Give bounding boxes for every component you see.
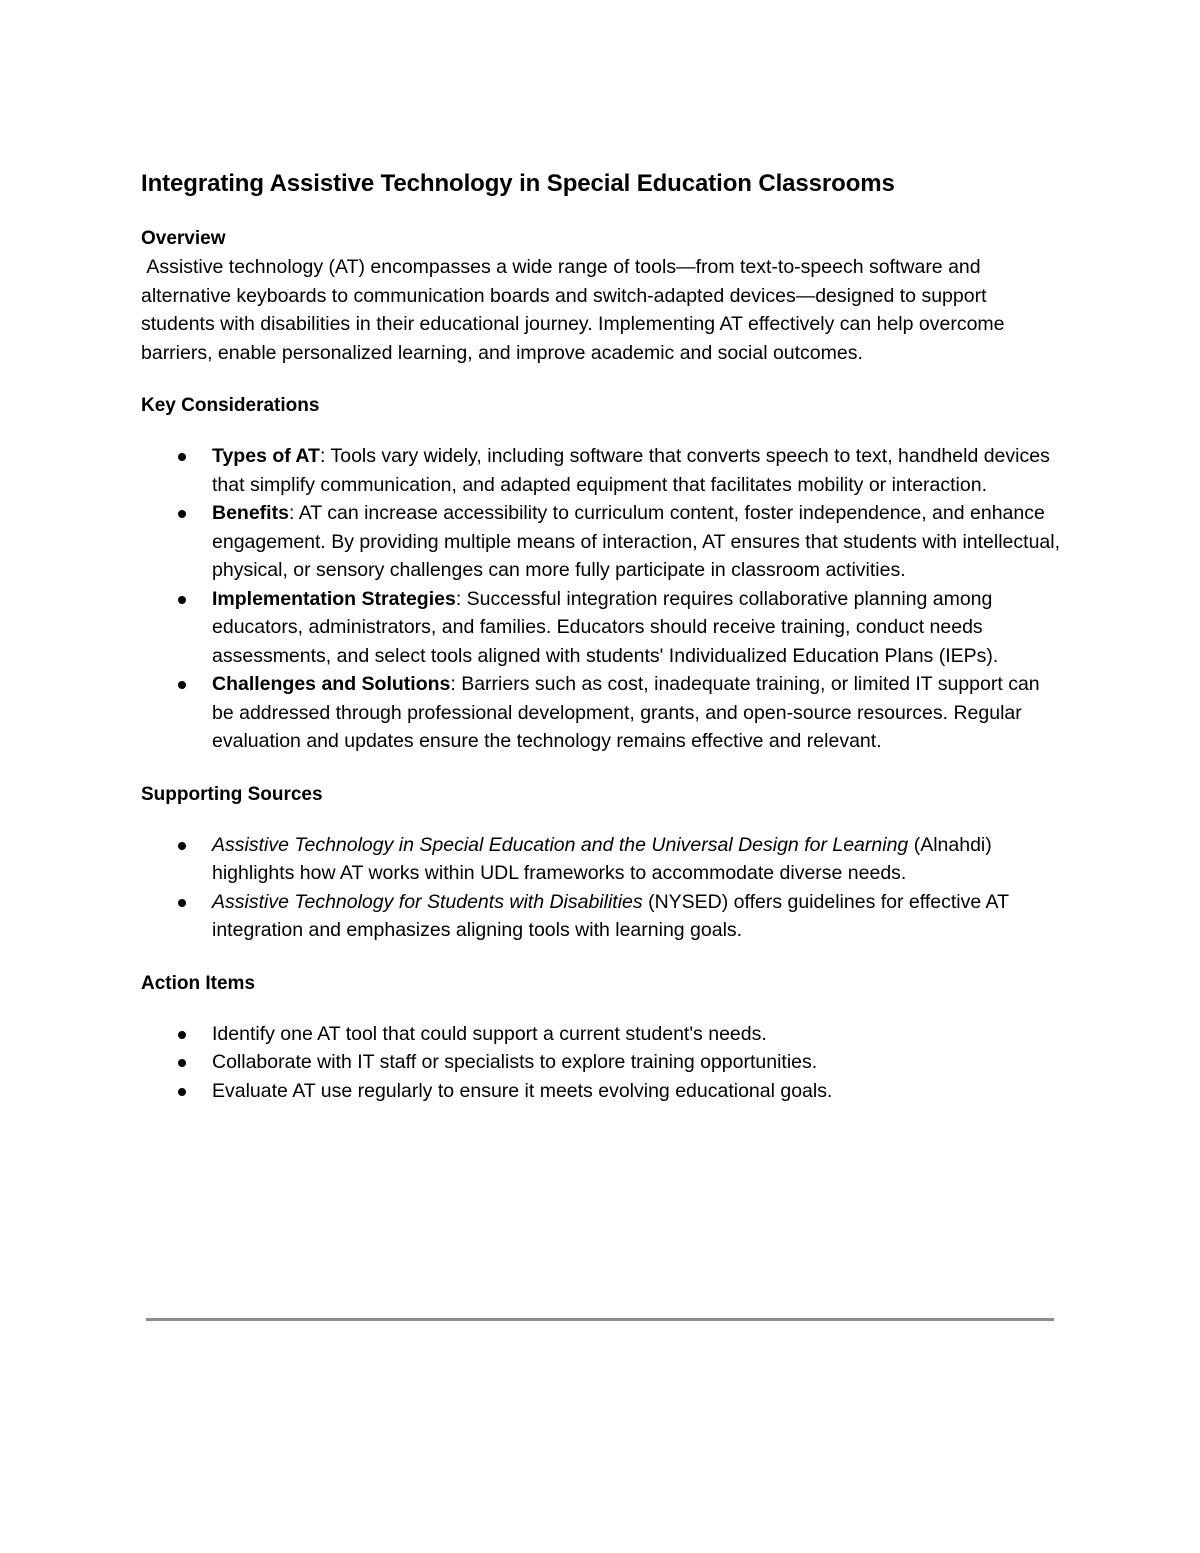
item-text: : Successful integration requires collaborative planning among educators, administrators, and families. Educators should receive training, conduct needs assessments, and select tools aligned with students' Individualized Education Plans (IEPs).	[212, 587, 999, 667]
item-text: : AT can increase accessibility to curriculum content, foster independence, and enhance engagement. By providing multiple means of interaction, AT ensures that students with intellectual, physical, or sensory challenges can more fully participate in classroom activities.	[212, 502, 1061, 581]
overview-paragraph: Assistive technology (AT) encompasses a wide range of tools—from text-to-speech software and alternative keyboards to communication boards and switch-adapted devices—designed to support students with disabilities in their educational journey. Implementing AT effectively can help overcome barriers, enable personalized learning, and improve academic and social outcomes.	[141, 256, 1010, 364]
key-considerations-list	[141, 442, 1061, 756]
action-item-text: Collaborate with IT staff or specialists to explore training opportunities.	[212, 1051, 818, 1073]
bullet-icon	[178, 899, 186, 907]
bullet-icon	[178, 596, 186, 604]
document-title: Integrating Assistive Technology in Special Education Classrooms	[141, 170, 895, 197]
item-text: : Tools vary widely, including software that converts speech to text, handheld devices that simplify communication, and adapted equipment that facilitates mobility or interaction.	[212, 445, 1050, 496]
list-item	[141, 442, 1061, 499]
item-label: Types of AT	[212, 445, 320, 467]
supporting-sources-heading: Supporting Sources	[141, 783, 323, 805]
bullet-icon	[178, 510, 186, 518]
bullet-icon	[178, 1031, 186, 1039]
bullet-icon	[178, 1088, 186, 1096]
source-title: Assistive Technology in Special Education and the Universal Design for Learning	[212, 833, 909, 856]
overview-heading: Overview	[141, 228, 226, 249]
list-item	[141, 1048, 1061, 1077]
list-item	[141, 585, 1061, 671]
list-item	[141, 499, 1061, 585]
list-item	[141, 1077, 1061, 1106]
item-label: Challenges and Solutions	[212, 673, 451, 695]
item-label: Implementation Strategies	[212, 587, 456, 610]
list-item	[141, 888, 1061, 945]
supporting-sources-list	[141, 831, 1061, 945]
bullet-icon	[178, 453, 186, 461]
source-text: (NYSED) offers guidelines for effective AT integration and emphasizes aligning tools with learning goals.	[212, 890, 1009, 941]
list-item	[141, 1020, 1061, 1049]
source-title: Assistive Technology for Students with Disabilities	[212, 890, 643, 913]
horizontal-divider	[146, 1318, 1054, 1321]
bullet-icon	[178, 842, 186, 850]
document-page	[141, 168, 1061, 1105]
list-item	[141, 670, 1061, 756]
action-item-text: Evaluate AT use regularly to ensure it meets evolving educational goals.	[212, 1079, 833, 1102]
bullet-icon	[178, 1059, 186, 1067]
list-item	[141, 831, 1061, 888]
action-items-list	[141, 1020, 1061, 1106]
source-text: (Alnahdi) highlights how AT works within UDL frameworks to accommodate diverse needs.	[212, 833, 992, 884]
action-items-heading: Action Items	[141, 972, 256, 994]
action-item-text: Identify one AT tool that could support a current student's needs.	[212, 1022, 767, 1045]
item-label: Benefits	[212, 502, 289, 524]
bullet-icon	[178, 681, 186, 689]
item-text: : Barriers such as cost, inadequate training, or limited IT support can be addressed through professional development, grants, and open-source resources. Regular evaluation and updates ensure the technology remains effective and relevant.	[212, 673, 1040, 752]
key-considerations-heading: Key Considerations	[141, 395, 320, 416]
